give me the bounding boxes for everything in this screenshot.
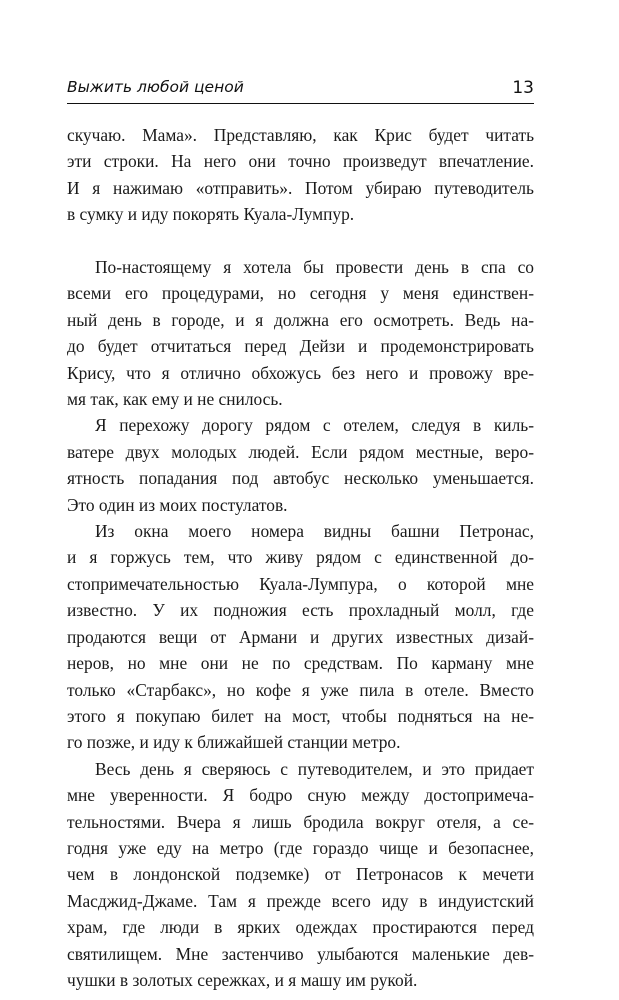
text-line: го позже, и иду к ближайшей станции метро. [67,732,401,753]
text-line: И я нажимаю «отправить». Потом убираю путеводитель [67,177,534,198]
text-line: ный день в городе, и я должна его осмотреть. Ведь на- [67,309,534,330]
body-text [67,122,534,993]
text-line: до будет отчитаться перед Дейзи и продемонстрировать [67,336,534,357]
text-line: в сумку и иду покорять Куала-Лумпур. [67,204,355,225]
text-line: неров, но мне они не по средствам. По карману мне [67,653,534,674]
paragraph [67,756,534,994]
paragraph [67,412,534,518]
text-line: чем в лондонской подземке) от Петронасов к мечети [67,864,534,885]
text-line: Это один из моих постулатов. [67,494,288,515]
text-line: ватере двух молодых людей. Если рядом местные, веро- [67,441,534,462]
text-line: чушки в золотых сережках, и я машу им рукой. [67,969,418,990]
paragraph [67,518,534,756]
text-line: храм, где люди в ярких одеждах простираются перед [67,917,534,938]
text-line: Я перехожу дорогу рядом с отелем, следуя в киль- [95,415,534,436]
text-line: Крису, что я отлично обхожусь без него и провожу вре- [67,362,534,383]
paragraph [67,122,534,228]
paragraph [67,254,534,412]
text-line: Весь день я сверяюсь с путеводителем, и это придает [95,758,534,779]
text-line: Масджид-Джаме. Там я прежде всего иду в индуистский [67,890,534,911]
text-line: тельностями. Вчера я лишь бродила вокруг отеля, а се- [67,811,534,832]
text-line: стопримечательностью Куала-Лумпура, о которой мне [67,573,534,594]
text-line: эти строки. На него они точно произведут впечатление. [67,151,534,172]
running-head [67,78,534,104]
header-rule [67,103,534,104]
text-line: мя так, как ему и не снилось. [67,389,283,410]
text-line: мне уверенности. Я бодро сную между достопримеча- [67,785,534,806]
text-line: этого я покупаю билет на мост, чтобы подняться на не- [67,705,534,726]
running-head-title: Выжить любой ценой [67,78,244,96]
text-line: скучаю. Мама». Представляю, как Крис будет читать [67,125,534,145]
text-line: продаются вещи от Армани и других известных дизай- [67,626,534,647]
text-line: годня уже еду на метро (где гораздо чище и безопаснее, [67,837,534,858]
text-line: всеми его процедурами, но сегодня у меня единствен- [67,283,534,304]
text-line: ятность попадания под автобус несколько уменьшается. [67,468,534,489]
text-line: Из окна моего номера видны башни Петронас, [95,521,534,542]
text-line: только «Старбакс», но кофе я уже пила в отеле. Вместо [67,679,534,700]
text-line: известно. У их подножия есть прохладный молл, где [67,600,534,621]
text-line: По-настоящему я хотела бы провести день в спа со [95,257,534,278]
text-line: святилищем. Мне застенчиво улыбаются маленькие дев- [67,943,534,964]
text-line: и я горжусь тем, что живу рядом с единственной до- [67,547,534,568]
paragraph-gap [67,228,534,254]
page-number: 13 [512,78,534,98]
